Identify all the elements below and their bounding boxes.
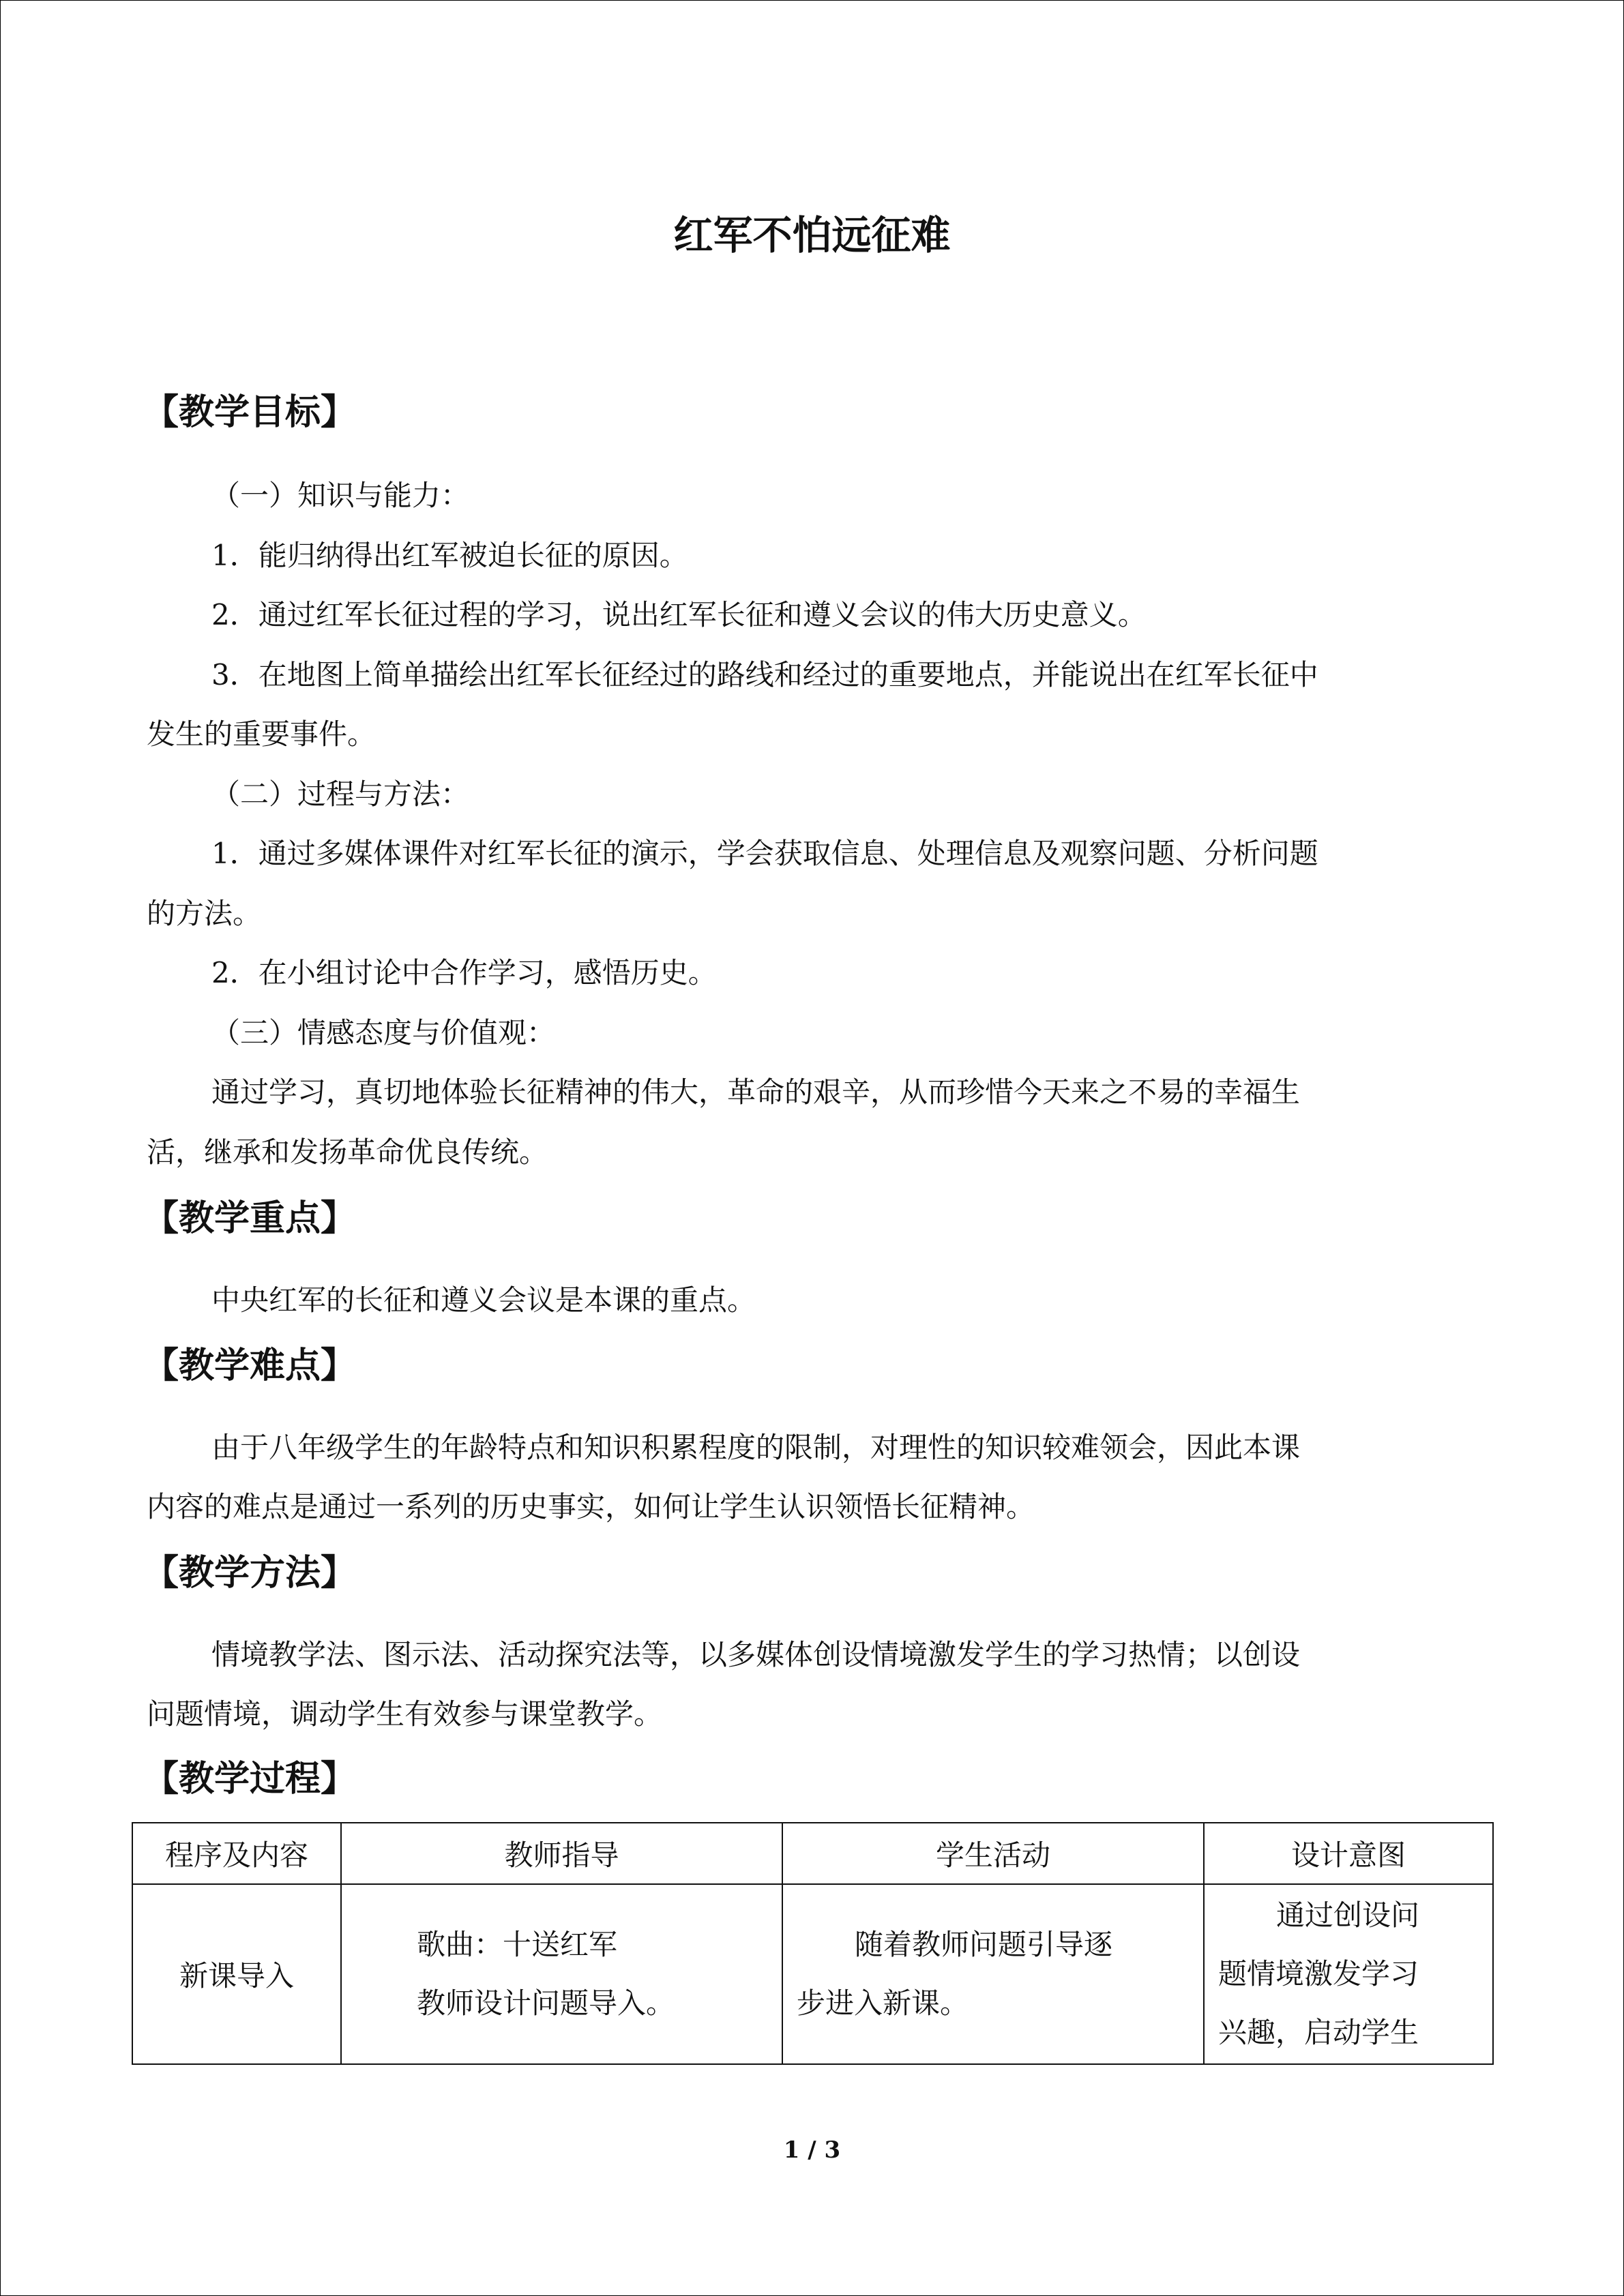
- difficulty-line: 由于八年级学生的年龄特点和知识积累程度的限制，对理性的知识较难领会，因此本课: [211, 1431, 1301, 1464]
- table-header-row: [132, 1823, 1493, 1884]
- objective-line: 1．通过多媒体课件对红军长征的演示，学会获取信息、处理信息及观察问题、分析问题: [211, 837, 1318, 870]
- section-heading-difficulties: 【教学难点】: [143, 1345, 357, 1386]
- method-line: 问题情境，调动学生有效参与课堂教学。: [147, 1697, 663, 1731]
- cell-line: 歌曲：十送红军: [417, 1928, 618, 1961]
- objective-line: 的方法。: [147, 897, 262, 930]
- objective-line: （三）情感态度与价值观：: [211, 1016, 556, 1049]
- document-title: 红军不怕远征难: [673, 212, 951, 258]
- method-line: 情境教学法、图示法、活动探究法等，以多媒体创设情境激发学生的学习热情；以创设: [211, 1638, 1301, 1671]
- cell-line: 兴趣，启动学生: [1218, 2016, 1419, 2049]
- process-table: [132, 1822, 1494, 2065]
- objective-line: （一）知识与能力：: [211, 479, 470, 512]
- section-heading-key-points: 【教学重点】: [143, 1198, 357, 1239]
- section-heading-methods: 【教学方法】: [143, 1553, 357, 1594]
- objective-line: 1．能归纳得出红军被迫长征的原因。: [211, 539, 688, 572]
- table-row: [132, 1884, 1493, 2064]
- objective-line: 发生的重要事件。: [147, 717, 377, 751]
- key-point-line: 中央红军的长征和遵义会议是本课的重点。: [211, 1283, 756, 1317]
- objective-line: 活，继承和发扬革命优良传统。: [147, 1135, 548, 1169]
- objective-line: 2．在小组讨论中合作学习，感悟历史。: [211, 956, 717, 989]
- column-header-intent: 设计意图: [1204, 1823, 1493, 1884]
- section-heading-process: 【教学过程】: [143, 1759, 357, 1800]
- page-number: 1 / 3: [783, 2136, 841, 2164]
- cell-student: [782, 1884, 1204, 2064]
- difficulty-line: 内容的难点是通过一系列的历史事实，如何让学生认识领悟长征精神。: [147, 1490, 1035, 1523]
- objective-line: 2．通过红军长征过程的学习，说出红军长征和遵义会议的伟大历史意义。: [211, 598, 1147, 631]
- cell-line: 题情境激发学习: [1218, 1957, 1419, 1991]
- cell-line: 随着教师问题引导逐: [855, 1928, 1113, 1961]
- objective-line: 通过学习，真切地体验长征精神的伟大，革命的艰辛，从而珍惜今天来之不易的幸福生: [211, 1075, 1301, 1109]
- section-heading-objectives: 【教学目标】: [143, 392, 357, 433]
- column-header-step: 程序及内容: [132, 1823, 341, 1884]
- column-header-teacher: 教师指导: [341, 1823, 782, 1884]
- cell-step: 新课导入: [132, 1884, 341, 2064]
- cell-line: 步进入新课。: [797, 1986, 969, 2020]
- column-header-student: 学生活动: [782, 1823, 1204, 1884]
- objective-line: （二）过程与方法：: [211, 777, 470, 811]
- cell-line: 通过创设问: [1276, 1898, 1420, 1932]
- objective-line: 3．在地图上简单描绘出红军长征经过的路线和经过的重要地点，并能说出在红军长征中: [211, 658, 1318, 691]
- cell-teacher: [341, 1884, 782, 2064]
- cell-line: 教师设计问题导入。: [417, 1986, 675, 2020]
- cell-intent: [1204, 1884, 1493, 2064]
